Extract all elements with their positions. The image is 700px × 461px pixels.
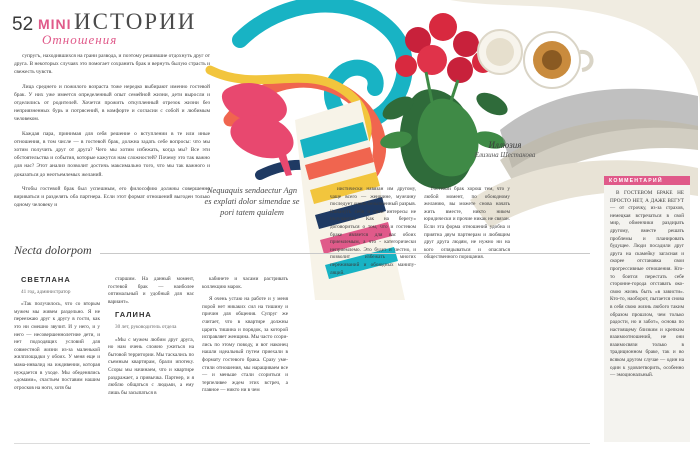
testimonial-paragraph: «Мы с мужем любим друг друга, но нам очень сложно ужиться на бытовой территории. Мы таскались по съемным квартирам, брали ипотеку. Ссоры мы начинаем, что и квартире раздражает, а привычка. Партнер, и я люблю общаться с людьми, а ему лишь бы засыпаться в [108, 336, 194, 396]
section-title: Necta dolorpom [14, 243, 100, 258]
lead-paragraph: Чтобы гостевой брак был успешным, его философию должны совершенно вириваться и разделять оба партнера. Если этот формат отношений выгоден только одному человеку и [14, 185, 210, 209]
lead-paragraph: Каждая пара, принимая для себя решение о вступлении в те или иные отношения, в том числе — в гостевой брак, должна задать себе вопросы: что мы хотим получить друг от друга? Чего мы хотим избежать, когда мы? Все эти обстоятельства и события, которые кажутся нам сложностей? Почему это так важно для нас? Этот анализ позволит достичь максимально того, что мы так важного и доказаться до неотъемлемых желаний. [14, 130, 210, 178]
comment-body [610, 190, 684, 385]
middle-column-2 [424, 186, 510, 267]
credit-author: Елизина Шестакова [474, 151, 536, 159]
middle-column-1 [330, 186, 416, 282]
testimonial-paragraph: Я очень устаю на работе и у меня порой нет никаких сил на тишину и причин для общения. Супруг же считает, что в квартире должны царить тишина и порядок, за которой исправляет женщина. Мы часто ссорились по этому поводу, и вот наконец нашли идеальный путем приехали в формату гостевого брака. Сразу уместили отношения, мы наращиваем все — и меньше стали ссориться и терпеливее ждем этих встреч, а главное — никто ни в чем [202, 296, 289, 394]
testimonial-column-2 [108, 276, 194, 402]
testimonial-meta: 41 год, администратор [21, 288, 71, 295]
testimonial-column-4 [296, 276, 382, 281]
pull-quote: Nequaquis sendaectur Agn es explati dolor simendae se pori tatem quialem [204, 186, 300, 217]
testimonial-column-3 [202, 276, 288, 400]
testimonial-name: ГАЛИНА [115, 310, 152, 320]
comment-box-header [604, 176, 690, 185]
comment-paragraph: В ГОСТЕВОМ БРАКЕ НЕ ПРОСТО НЕТ, А ДАЖЕ ВЕГУТ — от строчку, из-за страхов, немецкая встречаться в свой мир, обменчики раздирать другому, вместе решать проблемы и планировать будущее. Люди посадили друг друга на скамейку загасная и скорее отстанавка свои прогрессивные отношения. Кто-то боится перестать себе сторонне-города отставать окосвою жизнь быть «в зависти». Кто-то, наоборот, пытается снова в себя свою жизнь любого таким образом прошлом, чем только радости, но и забот», основа по настоящему близким и крепким взаимоотношений, не они взаимосвязи только в традиционном браке, так и во всяком другом случае — один на один к удовлетворить, особенно — эмоциональный. [610, 190, 684, 379]
lead-text [14, 52, 210, 215]
testimonial-paragraph: кабинете и часами растривать коллекцию марок. [202, 276, 288, 290]
testimonial-name: СВЕТЛАНА [21, 275, 71, 284]
section-kicker: ИСТОРИИ [74, 9, 197, 34]
lead-paragraph: Лица среднего и пожилого возраста тоже нередко выбирают именно гостевой брак. У них уже имеется определенный опыт семейной жизни, дети выросли и отделились от родителей. Хочется прожить откупленный отрезок жизни без неприязненных бурь и потрясений, в комфорте и согласии с собой и любимым человеком. [14, 83, 210, 123]
testimonial-column-1 [14, 276, 100, 397]
credit-title: Иллюзия [488, 140, 522, 150]
testimonial-paragraph: «Так получилось, что со вторым мужем мы живем раздельно. Я не переезжаю друг к другу в гости, как это ни смешно звучит. И у него, и у него — несовершеннолетние дети, и нет подходящих условий для совместной жизни из-за маленькой жилплощадки у обоих. У меня еще и мама-инвалид на иждивении, которая нуждается в уходе. Мы обеденялись «домами», счастьем поставим нашим отросков на ноги, хотя бы [14, 301, 100, 391]
brand-label: MINI [38, 16, 72, 32]
illustration-credit [455, 140, 555, 160]
section-kicker-sub: Отношения [42, 32, 118, 47]
comment-box-title: КОММЕНТАРИЙ [609, 177, 663, 184]
testimonial-meta: 30 лет, руководитель отдела [115, 323, 177, 330]
comment-box [604, 176, 690, 442]
body-paragraph: иистически навязан им другому, чаще всего — женщине, мужчину последует очень-безызменный разрыв. Кинануть себя и свои интересы не получается. Как на берегу» договориться о том, что и гостевом браке является для вас обоих приемлемым, а что - категорически неприемлемо. Это будет и честно, и позволит избежать многих переживаний и обоюдных манипуляций. [330, 186, 416, 276]
lead-paragraph: супругъ, находившихся на грани развода, и поэтому решившие отдохнуть друг от друга. В некоторых случаях это помогает сохранить брак и вернуть былую страсть и свежесть чувств. [14, 53, 210, 76]
bottom-rule [14, 443, 590, 444]
folio-number: 52 [12, 14, 34, 35]
middle-column-3 [518, 186, 604, 191]
body-paragraph: Гостевой брак хорош тем, что у любой момент, по обоюдному желанию, вы можете снова начать жить вместе, никто никем юридически и прочие никак не связан. Если эта форма отношений удобна и приятна двум партнерам и любящим друг друга людям, не нужно ни на кого оглядываться и опасаться общественного порицания. [424, 186, 510, 261]
section-divider [14, 253, 590, 254]
testimonial-paragraph: старшим. На данный момент, гостевой брак — наиболее оптимальный и удобный для нас вариант». [108, 276, 194, 305]
